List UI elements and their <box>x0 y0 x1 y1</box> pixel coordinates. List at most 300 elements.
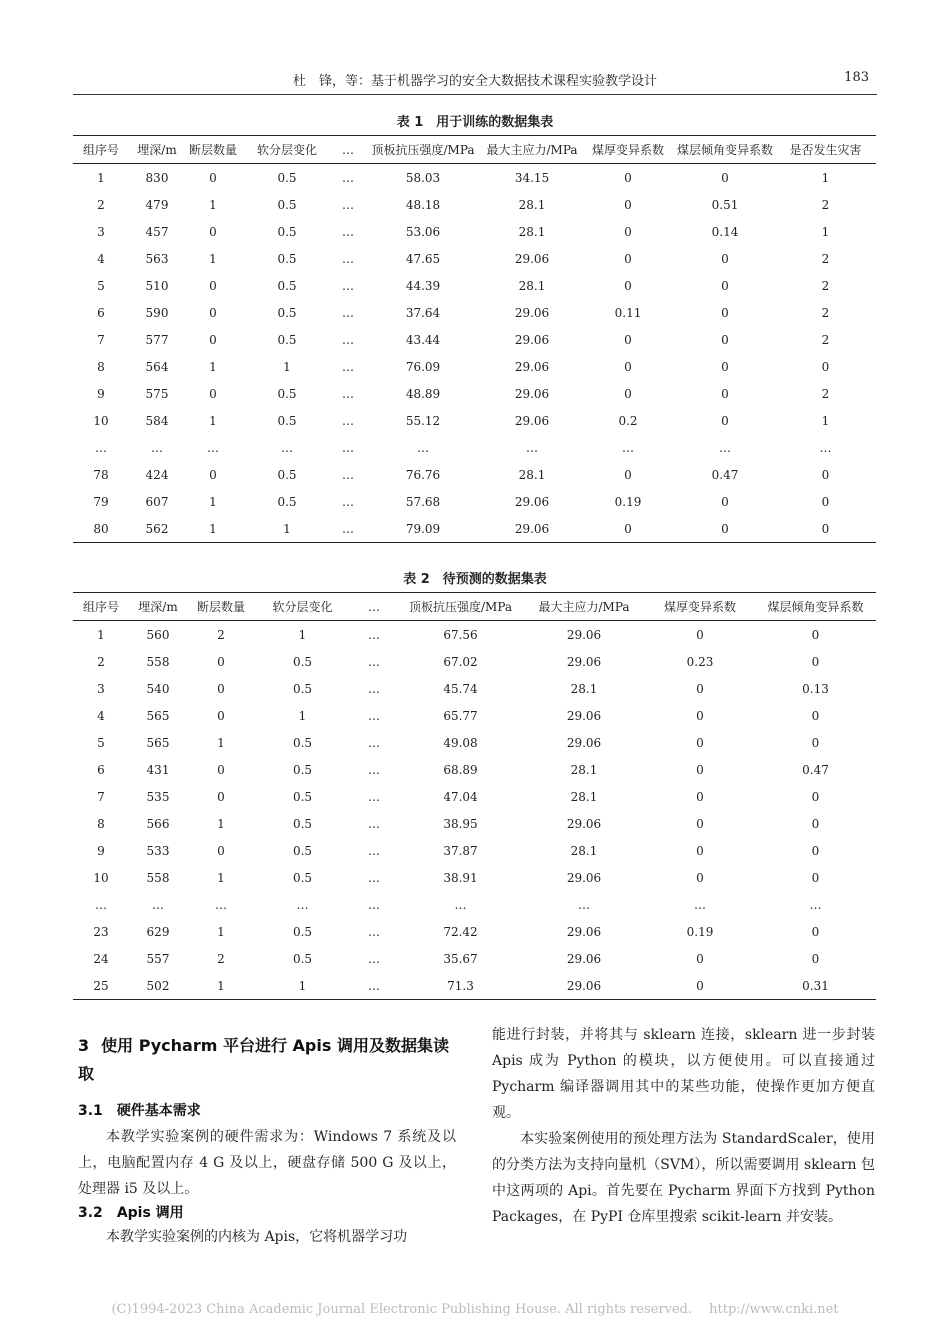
table-row <box>73 756 876 783</box>
table-cell: … <box>368 816 380 831</box>
table-cell: 0 <box>821 494 830 509</box>
table-cell: 29.06 <box>566 735 602 750</box>
column-header: 顶板抗压强度/MPa <box>363 136 483 164</box>
table-cell: 5 <box>97 735 105 750</box>
table-cell: … <box>622 440 634 455</box>
table-cell: 0.5 <box>292 654 313 669</box>
table-cell: 0 <box>821 467 830 482</box>
column-header: 断层数量 <box>187 593 255 621</box>
table-cell: … <box>694 897 706 912</box>
table-cell: 577 <box>145 332 169 347</box>
table-cell: 510 <box>145 278 169 293</box>
table-cell: 0 <box>721 332 729 347</box>
table-cell: 9 <box>97 843 105 858</box>
table-cell: 0.5 <box>277 413 297 428</box>
table-cell: … <box>342 251 354 266</box>
table-row <box>73 945 876 972</box>
table-row <box>73 515 876 543</box>
table-cell: 29.06 <box>566 951 602 966</box>
table-cell: 0.14 <box>711 224 739 239</box>
table-cell: 2 <box>97 654 105 669</box>
table-cell: 0.51 <box>711 197 739 212</box>
table-cell: 0 <box>811 843 820 858</box>
table-cell: 0 <box>696 627 704 642</box>
table-cell: 68.89 <box>443 762 478 777</box>
table-cell: 37.64 <box>405 305 441 320</box>
table-cell: 1 <box>283 521 291 536</box>
table-cell: 0 <box>624 521 632 536</box>
table-cell: 1 <box>217 978 225 993</box>
table-cell: 0 <box>811 870 820 885</box>
table-cell: 557 <box>146 951 170 966</box>
table-cell: 0 <box>811 708 820 723</box>
column-header: 煤层倾角变异系数 <box>675 136 775 164</box>
table-row <box>73 461 876 488</box>
section-3-heading <box>78 1032 458 1088</box>
table-cell: 0 <box>624 332 632 347</box>
table-cell: 9 <box>97 386 105 401</box>
right-column-text <box>492 1022 875 1230</box>
table-cell: 37.87 <box>443 843 478 858</box>
table-row <box>73 918 876 945</box>
table2-caption: 表 2 待预测的数据集表 <box>403 572 547 587</box>
table-cell: 535 <box>146 789 170 804</box>
table-cell: 1 <box>821 413 830 428</box>
table-cell: 0 <box>209 332 217 347</box>
table-cell: 2 <box>821 305 830 320</box>
table-cell: 1 <box>209 413 217 428</box>
table-cell: 28.1 <box>518 278 546 293</box>
table-cell: 0 <box>209 467 217 482</box>
table-cell: … <box>368 978 380 993</box>
table-cell: 0.5 <box>277 494 297 509</box>
table-cell: 2 <box>97 197 105 212</box>
table-cell: 0.5 <box>292 924 313 939</box>
table-cell: 1 <box>298 627 307 642</box>
table-cell: 28.1 <box>570 843 598 858</box>
table-cell: 0.5 <box>277 332 297 347</box>
subsection-3-1-heading <box>78 1100 201 1120</box>
table-cell: 0 <box>696 951 704 966</box>
table-cell: … <box>342 467 354 482</box>
table-cell: … <box>207 440 219 455</box>
column-header: 是否发生灾害 <box>775 136 876 164</box>
table-cell: 1 <box>217 816 225 831</box>
copyright-footer: (C)1994-2023 China Academic Journal Electronic Publishing House. All rights reserved. http://www.cnki.net <box>111 1302 839 1317</box>
table-cell: 1 <box>298 708 307 723</box>
table-cell: 10 <box>93 870 109 885</box>
table-cell: 0.19 <box>686 924 714 939</box>
table-row <box>73 702 876 729</box>
table-cell: 29.06 <box>566 924 602 939</box>
table-cell: 560 <box>146 627 170 642</box>
table-cell: 29.06 <box>514 251 550 266</box>
preprocessing-paragraph: 本实验案例使用的预处理方法为 StandardScaler，使用的分类方法为支持向量机（SVM），所以需要调用 sklearn 包中这两项的 Api。首先要在 Pycharm 界面下方找到 Python Packages，在 PyPI 仓库里搜索 scikit-learn 并安装。 <box>492 1131 875 1225</box>
table-cell: 2 <box>821 278 830 293</box>
table-cell: 55.12 <box>405 413 441 428</box>
table-cell: 0.5 <box>292 681 313 696</box>
table-cell: … <box>454 897 467 912</box>
table-cell: 0 <box>217 654 225 669</box>
section-number: 3 <box>78 1036 90 1055</box>
table-cell: 0 <box>217 708 225 723</box>
table-cell: 533 <box>146 843 170 858</box>
column-header: 软分层变化 <box>255 593 350 621</box>
table-cell: 457 <box>145 224 169 239</box>
table-cell: 0.13 <box>802 681 829 696</box>
subsection-title: 硬件基本需求 <box>116 1103 201 1119</box>
table-cell: 0 <box>721 386 729 401</box>
column-header: 软分层变化 <box>241 136 333 164</box>
table-cell: 0.11 <box>614 305 642 320</box>
table-cell: 1 <box>821 224 830 239</box>
table-cell: 29.06 <box>514 359 550 374</box>
table-cell: 0 <box>696 978 704 993</box>
table-cell: 0 <box>811 654 820 669</box>
training-data-table <box>73 135 876 543</box>
apis-paragraph-continued: 能进行封装，并将其与 sklearn 连接，sklearn 进一步封装 Apis 成为 Python 的模块，以方便使用。可以直接通过 Pycharm 编译器调用其中的某些功能，使操作更加方便直观。 <box>492 1027 875 1121</box>
table-cell: 0 <box>696 708 704 723</box>
table-cell: … <box>342 521 354 536</box>
table-cell: 38.95 <box>443 816 478 831</box>
table-cell: 29.06 <box>566 654 602 669</box>
table-row <box>73 621 876 649</box>
table-cell: … <box>368 897 380 912</box>
table-cell: … <box>152 897 164 912</box>
table-cell: … <box>151 440 163 455</box>
table-cell: … <box>342 305 354 320</box>
table-cell: … <box>281 440 293 455</box>
table-cell: 7 <box>97 332 105 347</box>
table-row <box>73 488 876 515</box>
table-cell: 0 <box>721 521 729 536</box>
table-cell: 29.06 <box>514 413 550 428</box>
table-cell: … <box>368 627 380 642</box>
table-row <box>73 648 876 675</box>
table-cell: 28.1 <box>518 467 546 482</box>
table-cell: 0 <box>696 681 704 696</box>
table-cell: 0.5 <box>277 251 297 266</box>
table-cell: 2 <box>821 386 830 401</box>
table-cell: … <box>719 440 731 455</box>
table-cell: 0.5 <box>277 278 297 293</box>
column-header: 顶板抗压强度/MPa <box>398 593 523 621</box>
table-cell: 0.5 <box>277 305 297 320</box>
table-row <box>73 326 876 353</box>
column-header: 煤厚变异系数 <box>581 136 675 164</box>
table-cell: … <box>368 951 380 966</box>
table-cell: 67.56 <box>443 627 478 642</box>
table-cell: 0.47 <box>711 467 739 482</box>
table-row <box>73 891 876 918</box>
table-cell: … <box>342 494 354 509</box>
table-cell: 0 <box>721 359 729 374</box>
table-row <box>73 972 876 1000</box>
table-cell: 424 <box>145 467 169 482</box>
table-row <box>73 164 876 192</box>
table-cell: 58.03 <box>405 170 441 185</box>
table-cell: … <box>342 359 354 374</box>
table-row <box>73 353 876 380</box>
subsection-number: 3.2 <box>78 1205 103 1221</box>
table-cell: 0 <box>696 762 704 777</box>
table-cell: 0.5 <box>292 789 313 804</box>
prediction-data-table <box>73 592 876 1000</box>
table-cell: 8 <box>97 359 105 374</box>
column-header: 埋深/m <box>129 593 187 621</box>
table-row <box>73 245 876 272</box>
table-cell: 76.76 <box>405 467 441 482</box>
table-cell: 28.1 <box>570 681 598 696</box>
table-cell: 540 <box>146 681 170 696</box>
table-cell: 3 <box>97 681 105 696</box>
table-cell: 558 <box>146 654 170 669</box>
table-row <box>73 407 876 434</box>
column-header: 煤厚变异系数 <box>645 593 755 621</box>
table-cell: 80 <box>93 521 109 536</box>
table-cell: 78 <box>93 467 109 482</box>
table-cell: 0 <box>624 224 632 239</box>
table-cell: 3 <box>97 224 105 239</box>
table-cell: 575 <box>145 386 169 401</box>
table-cell: 830 <box>145 170 169 185</box>
table-cell: 47.65 <box>405 251 441 266</box>
table-cell: 0 <box>624 467 632 482</box>
table-cell: 1 <box>209 521 217 536</box>
table-cell: 0 <box>811 924 820 939</box>
table-cell: 28.1 <box>570 789 598 804</box>
table-cell: 0 <box>721 170 729 185</box>
table-cell: 1 <box>217 870 225 885</box>
table-row <box>73 675 876 702</box>
table-cell: 0 <box>721 251 729 266</box>
table-cell: 502 <box>146 978 170 993</box>
table-cell: 0 <box>821 521 830 536</box>
table-cell: 0 <box>696 735 704 750</box>
table-cell: 0.47 <box>802 762 829 777</box>
table-cell: 29.06 <box>566 816 602 831</box>
table-cell: 0.5 <box>277 170 297 185</box>
table-cell: 79 <box>93 494 109 509</box>
page-number: 183 <box>844 70 869 85</box>
table-cell: 0 <box>821 359 830 374</box>
table-cell: 0.2 <box>618 413 638 428</box>
table-cell: 7 <box>97 789 105 804</box>
table-row <box>73 218 876 245</box>
table-cell: 8 <box>97 816 105 831</box>
table-cell: 0 <box>721 413 729 428</box>
table-cell: 2 <box>821 251 830 266</box>
table-row <box>73 783 876 810</box>
table1-caption: 表 1 用于训练的数据集表 <box>396 115 554 130</box>
table-cell: 28.1 <box>570 762 598 777</box>
table-cell: 1 <box>209 359 217 374</box>
table-cell: 5 <box>97 278 105 293</box>
table-cell: 584 <box>145 413 169 428</box>
table-row <box>73 864 876 891</box>
table-cell: 0 <box>217 762 225 777</box>
table-cell: 29.06 <box>566 870 602 885</box>
table-cell: 0.5 <box>277 224 297 239</box>
table-cell: 2 <box>217 627 225 642</box>
table-cell: … <box>368 870 380 885</box>
table-cell: 0 <box>624 170 632 185</box>
table-cell: 79.09 <box>405 521 441 536</box>
column-header: 最大主应力/MPa <box>523 593 645 621</box>
table-cell: 0 <box>696 843 704 858</box>
table-cell: 0 <box>217 843 225 858</box>
table-cell: 0 <box>721 278 729 293</box>
table-row <box>73 191 876 218</box>
table-cell: 0 <box>811 951 820 966</box>
table-row <box>73 810 876 837</box>
table-cell: 29.06 <box>514 305 550 320</box>
hardware-paragraph: 本教学实验案例的硬件需求为：Windows 7 系统及以上，电脑配置内存 4 G 及以上，硬盘存储 500 G 及以上，处理器 i5 及以上。 <box>78 1129 456 1197</box>
table-cell: 29.06 <box>566 627 602 642</box>
table-cell: 0 <box>811 735 820 750</box>
table-cell: … <box>368 789 380 804</box>
table-cell: … <box>342 386 354 401</box>
table-cell: 72.42 <box>443 924 478 939</box>
table-cell: 1 <box>97 170 105 185</box>
table-cell: 0 <box>624 359 632 374</box>
table-cell: 6 <box>97 762 105 777</box>
table-row <box>73 272 876 299</box>
table-cell: … <box>342 413 354 428</box>
column-header: … <box>350 593 398 621</box>
table-cell: 29.06 <box>514 332 550 347</box>
table-cell: 0.23 <box>686 654 714 669</box>
table-cell: … <box>95 897 107 912</box>
table-cell: 0.5 <box>277 467 297 482</box>
table-cell: … <box>368 762 380 777</box>
table-cell: 0 <box>624 278 632 293</box>
table-cell: 479 <box>145 197 169 212</box>
table-cell: 607 <box>145 494 169 509</box>
table-cell: 1 <box>217 735 225 750</box>
table-cell: 4 <box>97 708 105 723</box>
table-cell: 431 <box>146 762 170 777</box>
table-cell: … <box>296 897 309 912</box>
table-cell: … <box>342 332 354 347</box>
table-cell: 0.5 <box>292 951 313 966</box>
table-cell: 49.08 <box>443 735 478 750</box>
table-cell: … <box>368 735 380 750</box>
table-cell: 0 <box>624 197 632 212</box>
table-cell: 0 <box>209 305 217 320</box>
column-header: 煤层倾角变异系数 <box>755 593 876 621</box>
table-cell: 562 <box>145 521 169 536</box>
subsection-title: Apis 调用 <box>116 1205 184 1221</box>
table-cell: 0 <box>624 386 632 401</box>
table-cell: 590 <box>145 305 169 320</box>
table-cell: 0.31 <box>802 978 829 993</box>
table-cell: 0.5 <box>292 816 313 831</box>
table-cell: 48.89 <box>405 386 441 401</box>
table-cell: 0.5 <box>277 386 297 401</box>
table-cell: 0 <box>811 627 820 642</box>
table-cell: 10 <box>93 413 109 428</box>
table-cell: 29.06 <box>514 521 550 536</box>
table-cell: 34.15 <box>514 170 550 185</box>
running-header <box>73 62 877 95</box>
table-cell: 65.77 <box>443 708 478 723</box>
table-cell: 0 <box>209 386 217 401</box>
table-cell: 29.06 <box>514 386 550 401</box>
table-cell: 566 <box>146 816 170 831</box>
table-cell: 6 <box>97 305 105 320</box>
table-cell: 0.5 <box>292 762 313 777</box>
table-cell: 29.06 <box>566 708 602 723</box>
table-cell: 47.04 <box>443 789 478 804</box>
table-row <box>73 299 876 326</box>
table-cell: 2 <box>821 197 830 212</box>
table-cell: 23 <box>93 924 109 939</box>
table-cell: 1 <box>209 494 217 509</box>
table-cell: 76.09 <box>405 359 441 374</box>
table-cell: 28.1 <box>518 197 546 212</box>
subsection-number: 3.1 <box>78 1103 103 1119</box>
table-cell: 25 <box>93 978 109 993</box>
table-row <box>73 434 876 461</box>
table-cell: 0 <box>624 251 632 266</box>
table-cell: 0.5 <box>292 735 313 750</box>
table-cell: 629 <box>146 924 170 939</box>
table-cell: … <box>368 924 380 939</box>
table-row <box>73 380 876 407</box>
table-cell: … <box>95 440 107 455</box>
column-header: 断层数量 <box>185 136 241 164</box>
table-cell: … <box>342 440 354 455</box>
table-cell: … <box>342 197 354 212</box>
column-header: 埋深/m <box>129 136 185 164</box>
table-cell: 28.1 <box>518 224 546 239</box>
table-cell: … <box>526 440 538 455</box>
table-cell: … <box>368 843 380 858</box>
table-cell: 0 <box>696 870 704 885</box>
table-cell: 0 <box>721 305 729 320</box>
table-cell: 1 <box>97 627 105 642</box>
table-cell: 1 <box>209 197 217 212</box>
table-cell: 0 <box>217 681 225 696</box>
table-cell: 563 <box>145 251 169 266</box>
table-cell: 44.39 <box>405 278 441 293</box>
table-cell: 0 <box>696 816 704 831</box>
table-cell: 57.68 <box>405 494 441 509</box>
header-title: 杜 锋，等：基于机器学习的安全大数据技术课程实验教学设计 <box>292 74 657 89</box>
table-cell: 0 <box>811 789 820 804</box>
section-title: 使用 Pycharm 平台进行 Apis 调用及数据集读取 <box>78 1036 449 1083</box>
table-cell: 38.91 <box>443 870 478 885</box>
table-cell: 67.02 <box>443 654 478 669</box>
table-cell: 1 <box>821 170 830 185</box>
column-header: 最大主应力/MPa <box>483 136 581 164</box>
table-cell: … <box>342 170 354 185</box>
column-header: 组序号 <box>73 593 129 621</box>
table-cell: 29.06 <box>566 978 602 993</box>
table-cell: 53.06 <box>405 224 441 239</box>
table-cell: 71.3 <box>447 978 474 993</box>
table-cell: 1 <box>217 924 225 939</box>
table-cell: 0 <box>217 789 225 804</box>
table-cell: … <box>215 897 227 912</box>
table-cell: 0 <box>721 494 729 509</box>
table-cell: 1 <box>209 251 217 266</box>
subsection-3-2-heading <box>78 1202 184 1222</box>
table-cell: 2 <box>821 332 830 347</box>
table-cell: 0.5 <box>292 870 313 885</box>
table-cell: 45.74 <box>443 681 478 696</box>
